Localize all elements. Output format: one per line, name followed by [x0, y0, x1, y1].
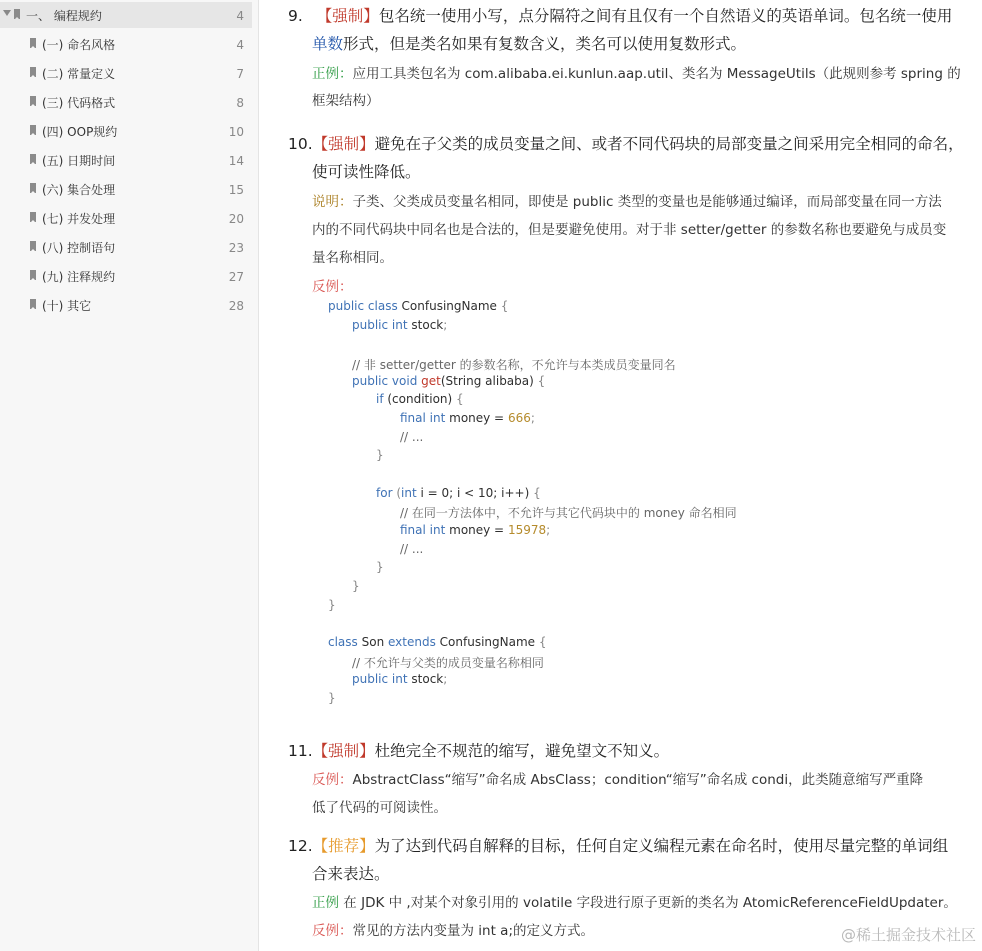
- example-text: 在 JDK 中 ,对某个对象引用的 volatile 字段进行原子更新的类名为 AtomicReferenceFieldUpdater。: [339, 895, 957, 911]
- counter-text: AbstractClass“缩写”命名成 AbsClass；condition“缩写”命名成 condi，此类随意缩写严重降: [352, 772, 924, 788]
- bookmark-icon: [30, 183, 36, 193]
- rule-text: 合来表达。: [312, 865, 390, 883]
- toc-item-label: (八) 控制语句: [42, 241, 116, 255]
- bookmark-icon: [30, 241, 36, 251]
- rule-number: 12.: [288, 837, 313, 855]
- positive-example-label: 正例: [312, 895, 339, 911]
- code-line: for (int i = 0; i < 10; i++) {: [376, 486, 541, 500]
- toc-sidebar: [0, 0, 259, 951]
- bookmark-icon: [30, 270, 36, 280]
- toc-page-number: 7: [236, 67, 244, 81]
- code-line: public int stock;: [352, 318, 448, 332]
- toc-item[interactable]: [0, 31, 252, 57]
- rule-text: 杜绝完全不规范的缩写，避免望文不知义。: [374, 742, 670, 760]
- rule-9-line1: [288, 4, 952, 26]
- code-line: final int money = 666;: [400, 411, 535, 425]
- bookmark-icon: [30, 38, 36, 48]
- counter-example-label: 反例：: [312, 279, 353, 295]
- code-line: }: [376, 448, 384, 462]
- bookmark-icon: [30, 154, 36, 164]
- rule-number: 10.: [288, 135, 313, 153]
- rule-text: 避免在子父类的成员变量之间、或者不同代码块的局部变量之间采用完全相同的命名，: [374, 135, 964, 153]
- toc-page-number: 4: [236, 9, 244, 23]
- code-comment: // 不允许与父类的成员变量名称相同: [352, 656, 544, 670]
- toc-item-label: (九) 注释规约: [42, 270, 116, 284]
- toc-item[interactable]: [0, 60, 252, 86]
- rule-10-note-line1: [312, 190, 942, 210]
- toc-item-label: (三) 代码格式: [42, 96, 116, 110]
- note-text: 量名称相同。: [312, 250, 393, 266]
- toc-item[interactable]: [0, 147, 252, 173]
- expand-triangle-icon[interactable]: [3, 10, 11, 16]
- toc-page-number: 15: [228, 183, 244, 197]
- toc-item-label: (一) 命名风格: [42, 38, 116, 52]
- rule-10-note-line3: [312, 246, 393, 266]
- bookmark-icon: [30, 299, 36, 309]
- watermark: @稀土掘金技术社区: [840, 926, 976, 944]
- toc-page-number: 20: [228, 212, 244, 226]
- bookmark-icon: [14, 9, 20, 19]
- mandatory-tag: 【强制】: [312, 742, 375, 760]
- rule-12-line1: [288, 834, 948, 856]
- recommended-tag: 【推荐】: [312, 837, 375, 855]
- example-text: 框架结构）: [312, 93, 380, 109]
- toc-page-number: 27: [228, 270, 244, 284]
- toc-item-label: (四) OOP规约: [42, 125, 118, 139]
- rule-text: 为了达到代码自解释的目标，任何自定义编程元素在命名时，使用尽量完整的单词组: [374, 837, 949, 855]
- toc-page-number: 4: [236, 38, 244, 52]
- toc-page-number: 23: [228, 241, 244, 255]
- toc-item[interactable]: [0, 118, 252, 144]
- toc-page-number: 14: [228, 154, 244, 168]
- rule-11-counter-line1: [312, 768, 923, 788]
- counter-example-label: 反例：: [312, 772, 353, 788]
- rule-12-counter: [312, 919, 594, 939]
- rule-text: 形式，但是类名如果有复数含义，类名可以使用复数形式。: [343, 35, 747, 53]
- rule-text: 包名统一使用小写，点分隔符之间有且仅有一个自然语义的英语单词。包名统一使用: [378, 7, 953, 25]
- code-line: final int money = 15978;: [400, 523, 551, 537]
- example-text: 应用工具类包名为 com.alibaba.ei.kunlun.aap.util、类名为 MessageUtils（此规则参考 spring 的: [352, 66, 961, 82]
- rule-11-counter-line2: [312, 796, 447, 816]
- rule-10-counter-label: [312, 275, 353, 295]
- code-line: if (condition) {: [376, 392, 464, 406]
- code-line: }: [328, 691, 336, 705]
- code-line: }: [352, 579, 360, 593]
- toc-item[interactable]: [0, 176, 252, 202]
- code-line: }: [328, 598, 336, 612]
- toc-item[interactable]: [0, 205, 252, 231]
- rule-11-line1: [288, 739, 669, 761]
- rule-9-example-line1: [312, 62, 961, 82]
- rule-12-line2: [312, 862, 390, 884]
- rule-12-example: [312, 891, 957, 911]
- code-line: public class ConfusingName {: [328, 299, 509, 313]
- rule-9-example-line2: [312, 89, 380, 109]
- rule-10-note-line2: [312, 218, 946, 238]
- toc-page-number: 10: [228, 125, 244, 139]
- positive-example-label: 正例：: [312, 66, 353, 82]
- rule-number: 9.: [288, 7, 303, 25]
- note-text: 子类、父类成员变量名相同，即使是 public 类型的变量也是能够通过编译，而局部变量在同一方法: [352, 194, 942, 210]
- rule-text: 使可读性降低。: [312, 163, 421, 181]
- code-line: public void get(String alibaba) {: [352, 374, 546, 388]
- toc-item-label: (七) 并发处理: [42, 212, 116, 226]
- rule-number: 11.: [288, 742, 313, 760]
- toc-item-label: (六) 集合处理: [42, 183, 116, 197]
- counter-text: 常见的方法内变量为 int a;的定义方式。: [352, 923, 595, 939]
- code-line: }: [376, 560, 384, 574]
- toc-item-label: 一、 编程规约: [26, 9, 102, 23]
- toc-item-label: (二) 常量定义: [42, 67, 116, 81]
- toc-item-label: (十) 其它: [42, 299, 92, 313]
- highlighted-word: 单数: [312, 35, 344, 53]
- toc-item[interactable]: [0, 234, 252, 260]
- code-comment: // 非 setter/getter 的参数名称，不允许与本类成员变量同名: [352, 358, 676, 372]
- bookmark-icon: [30, 125, 36, 135]
- code-line: class Son extends ConfusingName {: [328, 635, 547, 649]
- note-text: 内的不同代码块中同名也是合法的，但是要避免使用。对于非 setter/getter 的参数名称也要避免与成员变: [312, 222, 947, 238]
- rule-10-line2: [312, 160, 421, 182]
- toc-item[interactable]: [0, 292, 252, 318]
- toc-item[interactable]: [0, 263, 252, 289]
- bookmark-icon: [30, 96, 36, 106]
- toc-item-coding-conventions[interactable]: [0, 2, 252, 28]
- code-comment: // ...: [400, 542, 424, 556]
- note-label: 说明：: [312, 194, 353, 210]
- mandatory-tag: 【强制】: [316, 7, 379, 25]
- code-comment: // ...: [400, 430, 424, 444]
- toc-page-number: 28: [228, 299, 244, 313]
- mandatory-tag: 【强制】: [312, 135, 375, 153]
- counter-text: 低了代码的可阅读性。: [312, 800, 447, 816]
- bookmark-icon: [30, 212, 36, 222]
- bookmark-icon: [30, 67, 36, 77]
- rule-9-line2: [312, 32, 746, 54]
- rule-10-line1: [288, 132, 964, 154]
- toc-page-number: 8: [236, 96, 244, 110]
- toc-item-label: (五) 日期时间: [42, 154, 116, 168]
- counter-example-label: 反例：: [312, 923, 353, 939]
- toc-item[interactable]: [0, 89, 252, 115]
- code-comment: // 在同一方法体中，不允许与其它代码块中的 money 命名相同: [400, 506, 737, 520]
- code-line: public int stock;: [352, 672, 448, 686]
